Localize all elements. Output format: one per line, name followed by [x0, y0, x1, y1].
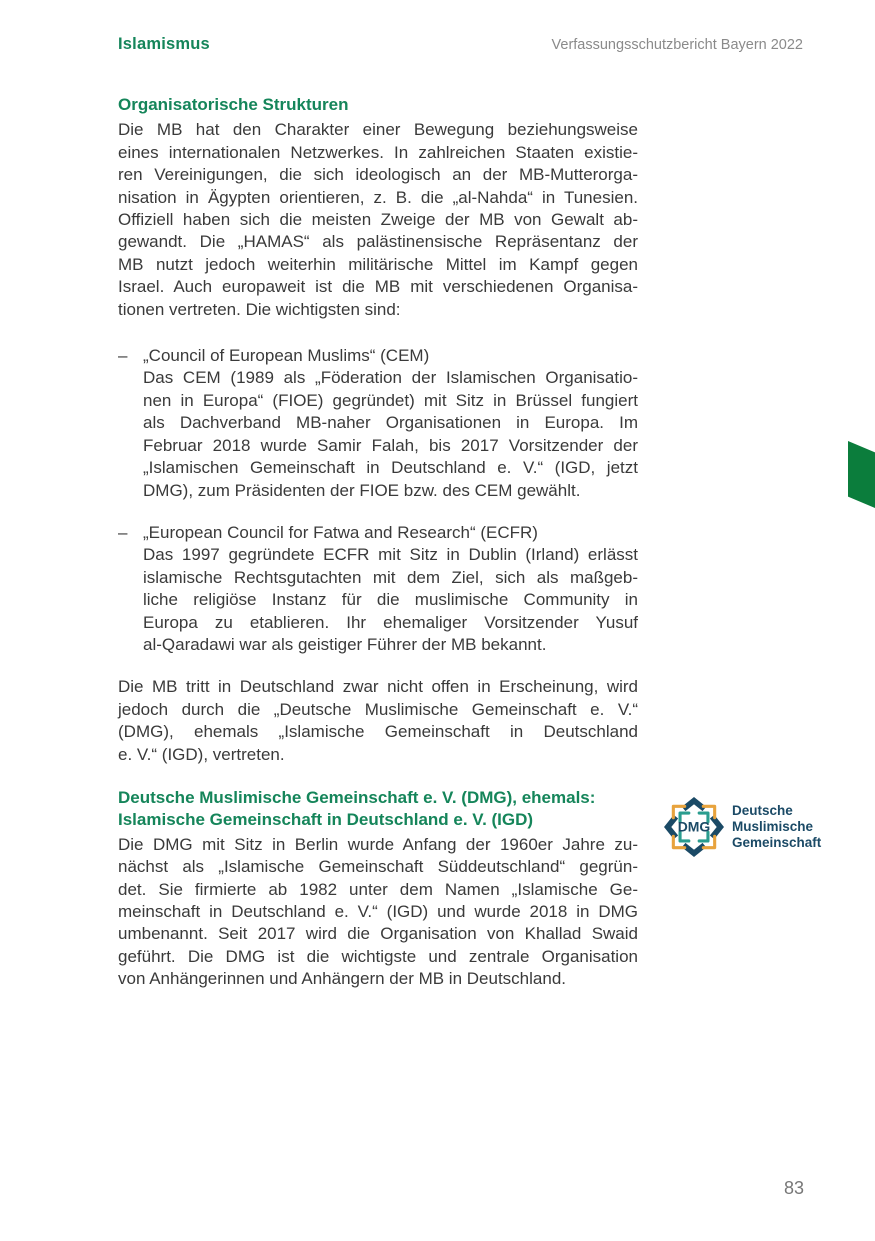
- text-line: nisation in Ägypten orientieren, z. B. die „al-Nahda“ in Tunesien.: [118, 187, 638, 207]
- text-line: al-Qaradawi war als geistiger Führer der MB bekannt.: [143, 634, 547, 654]
- text-line: meinschaft in Deutschland e. V.“ (IGD) und wurde 2018 in DMG: [118, 902, 638, 921]
- text-line: e. V.“ (IGD), vertreten.: [118, 744, 285, 764]
- text-line: ren Vereinigungen, die sich ideologisch an der MB-Mutterorga-: [118, 165, 638, 185]
- content-column: [118, 94, 638, 991]
- text-line: Die MB tritt in Deutschland zwar nicht offen in Erscheinung, wird: [118, 677, 638, 697]
- text-line: nächst als „Islamische Gemeinschaft Süddeutschland“ gegrün-: [118, 857, 638, 877]
- list-item-text: [143, 544, 638, 656]
- dmg-acronym: DMG: [677, 818, 711, 835]
- heading-dmg: [118, 787, 638, 832]
- page-number: 83: [783, 1178, 804, 1198]
- heading-organisatorische-strukturen: Organisatorische Strukturen: [118, 95, 349, 114]
- report-title: Verfassungsschutzbericht Bayern 2022: [551, 37, 803, 53]
- text-line: Februar 2018 wurde Samir Falah, bis 2017 Vorsitzender der: [143, 435, 638, 455]
- text-line: gewandt. Die „HAMAS“ als palästinensische Repräsentanz der: [118, 232, 638, 252]
- text-line: Gemeinschaft: [732, 835, 822, 850]
- paragraph-mb-overview: [118, 119, 638, 321]
- dash-bullet: –: [118, 522, 128, 542]
- section-title: Islamismus: [118, 35, 210, 53]
- list-item-title: „Council of European Muslims“ (CEM): [143, 346, 430, 366]
- bookmark-tab: [848, 441, 875, 508]
- text-line: als Dachverband MB-naher Organisationen in Europa. Im: [143, 413, 638, 433]
- text-line: nen in Europa“ (FIOE) gegründet) mit Sitz in Brüssel fungiert: [143, 390, 638, 410]
- text-line: DMG), zum Präsidenten der FIOE bzw. des CEM gewählt.: [143, 480, 581, 500]
- list-item-body: [143, 522, 638, 656]
- text-line: Das 1997 gegründete ECFR mit Sitz in Dublin (Irland) erlässt: [143, 545, 638, 565]
- text-line: liche religiöse Instanz für die muslimische Community in: [143, 590, 638, 610]
- paragraph-mb-deutschland: [118, 676, 638, 766]
- text-line: Europa zu etablieren. Ihr ehemaliger Vorsitzender Yusuf: [143, 612, 638, 632]
- list-item-text: [143, 367, 638, 501]
- text-line: „Islamischen Gemeinschaft in Deutschland e. V.“ (IGD, jetzt: [143, 458, 638, 478]
- text-line: jedoch durch die „Deutsche Muslimische Gemeinschaft e. V.“: [118, 699, 638, 719]
- text-line: Offiziell haben sich die meisten Zweige der MB von Gewalt ab-: [118, 210, 638, 230]
- text-line: Die MB hat den Charakter einer Bewegung beziehungsweise: [118, 120, 638, 140]
- list-item-cem: [118, 345, 638, 502]
- text-line: Das CEM (1989 als „Föderation der Islamischen Organisatio-: [143, 368, 638, 388]
- text-line: umbenannt. Seit 2017 wird die Organisation von Khallad Swaid: [118, 924, 638, 944]
- text-line: Israel. Auch europaweit ist die MB mit verschiedenen Organisa-: [118, 277, 638, 297]
- list-item-ecfr: [118, 522, 638, 656]
- heading-dmg-line1: Deutsche Muslimische Gemeinschaft e. V. (DMG), ehemals:: [118, 787, 596, 807]
- paragraph-dmg: [118, 834, 638, 991]
- text-line: Muslimische: [732, 819, 814, 834]
- page-header: [118, 35, 803, 54]
- text-line: eines internationalen Netzwerkes. In zahlreichen Staaten existie-: [118, 142, 638, 162]
- text-line: (DMG), ehemals „Islamische Gemeinschaft in Deutschland: [118, 722, 638, 742]
- text-line: tionen vertreten. Die wichtigsten sind:: [118, 299, 401, 319]
- text-line: det. Sie firmierte ab 1982 unter dem Namen „Islamische Ge-: [118, 879, 638, 899]
- list-item-title: „European Council for Fatwa and Research“ (ECFR): [143, 522, 538, 542]
- dmg-logo-wordmark: [732, 803, 821, 851]
- text-line: MB nutzt jedoch weiterhin militärische Mittel im Kampf gegen: [118, 254, 638, 274]
- dmg-star-emblem-icon: [663, 796, 725, 858]
- organisation-list: [118, 345, 638, 656]
- dmg-logo: [663, 796, 821, 858]
- heading-dmg-line2: Islamische Gemeinschaft in Deutschland e. V. (IGD): [118, 810, 534, 830]
- text-line: Die DMG mit Sitz in Berlin wurde Anfang der 1960er Jahre zu-: [118, 834, 638, 854]
- text-line: von Anhängerinnen und Anhängern der MB in Deutschland.: [118, 969, 566, 989]
- dash-bullet: –: [118, 346, 128, 366]
- list-item-body: [143, 345, 638, 502]
- text-line: islamische Rechtsgutachten mit dem Ziel, sich als maßgeb-: [143, 567, 638, 587]
- text-line: geführt. Die DMG ist die wichtigste und zentrale Organisation: [118, 946, 638, 966]
- text-line: Deutsche: [732, 803, 793, 818]
